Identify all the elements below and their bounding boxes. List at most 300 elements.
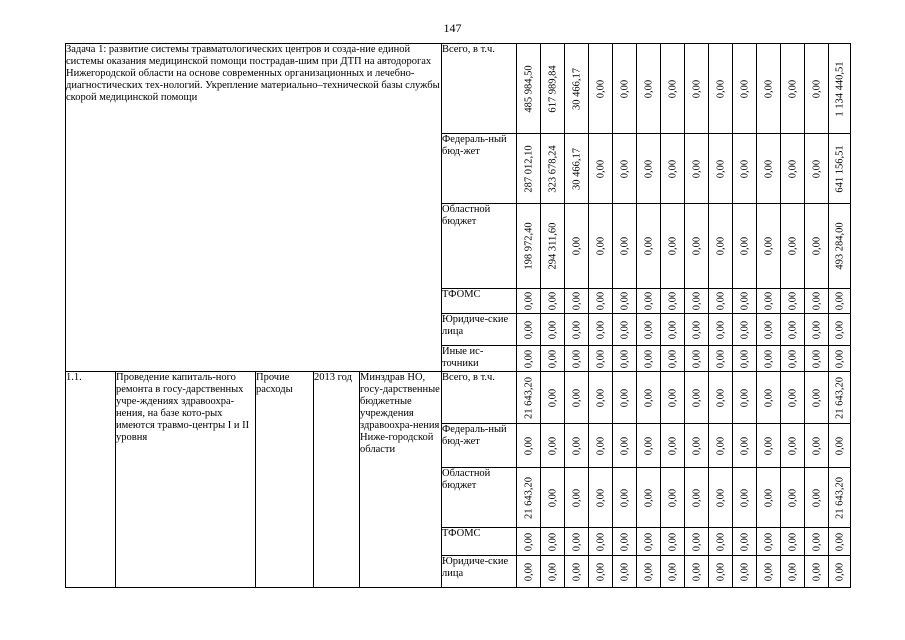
value-text: 0,00 (739, 79, 750, 98)
value-text: 0,00 (811, 320, 822, 339)
value-cell (637, 204, 661, 289)
value-cell (781, 372, 805, 424)
value-cell (637, 372, 661, 424)
value-cell (733, 424, 757, 468)
measure-number: 1.1. (66, 372, 116, 588)
value-cell (709, 346, 733, 372)
value-cell (805, 44, 829, 134)
value-text: 0,00 (763, 291, 774, 311)
value-cell (661, 468, 685, 528)
value-cell (781, 468, 805, 528)
value-text: 0,00 (763, 159, 774, 178)
value-text: 0,00 (811, 236, 822, 256)
value-cell (565, 289, 589, 314)
value-text: 0,00 (667, 388, 678, 407)
value-text: 0,00 (691, 488, 702, 507)
value-cell (517, 314, 541, 346)
value-text: 0,00 (763, 79, 774, 98)
value-cell (661, 289, 685, 314)
value-text: 0,00 (739, 532, 750, 551)
value-text: 0,00 (595, 488, 606, 507)
value-cell (757, 44, 781, 134)
value-cell (661, 528, 685, 556)
value-text: 0,00 (763, 436, 774, 455)
value-cell (589, 204, 613, 289)
value-text: 0,00 (787, 79, 798, 98)
value-text: 294 311,60 (547, 222, 558, 270)
value-cell (685, 134, 709, 204)
value-cell (589, 134, 613, 204)
expense-type: Прочие расходы (256, 372, 314, 588)
value-text: 0,00 (523, 320, 534, 339)
value-text: 0,00 (667, 436, 678, 455)
value-cell (805, 314, 829, 346)
funding-source: Областной бюджет (442, 204, 517, 289)
value-cell (589, 44, 613, 134)
value-text: 323 678,24 (547, 144, 558, 193)
value-cell (541, 44, 565, 134)
value-text: 0,00 (715, 436, 726, 455)
value-cell (613, 44, 637, 134)
value-cell (565, 372, 589, 424)
value-text: 0,00 (691, 562, 702, 581)
value-cell (829, 204, 851, 289)
value-cell (517, 556, 541, 588)
value-cell (781, 314, 805, 346)
value-cell (637, 424, 661, 468)
value-text: 0,00 (834, 436, 845, 455)
value-cell (661, 204, 685, 289)
value-text: 0,00 (643, 291, 654, 311)
value-text: 0,00 (787, 562, 798, 581)
value-cell (589, 528, 613, 556)
value-text: 21 643,20 (523, 476, 534, 519)
value-cell (517, 289, 541, 314)
value-cell (733, 556, 757, 588)
value-cell (685, 556, 709, 588)
value-text: 0,00 (763, 562, 774, 581)
value-cell (541, 424, 565, 468)
value-cell (829, 314, 851, 346)
value-cell (757, 424, 781, 468)
value-text: 0,00 (787, 436, 798, 455)
value-text: 0,00 (811, 291, 822, 311)
value-cell (661, 44, 685, 134)
value-text: 0,00 (571, 291, 582, 311)
value-cell (517, 44, 541, 134)
value-cell (517, 372, 541, 424)
value-text: 0,00 (595, 159, 606, 178)
value-cell (613, 424, 637, 468)
value-text: 0,00 (619, 320, 630, 339)
value-text: 0,00 (643, 349, 654, 368)
value-text: 21 643,20 (834, 376, 845, 419)
value-text: 0,00 (691, 320, 702, 339)
value-text: 1 134 440,51 (834, 60, 845, 117)
value-cell (829, 44, 851, 134)
value-cell (613, 528, 637, 556)
value-cell (517, 134, 541, 204)
value-text: 0,00 (739, 236, 750, 256)
value-text: 0,00 (547, 532, 558, 551)
value-text: 0,00 (643, 79, 654, 98)
value-cell (661, 346, 685, 372)
value-text: 0,00 (571, 488, 582, 507)
value-cell (637, 346, 661, 372)
value-text: 0,00 (811, 488, 822, 507)
value-cell (613, 556, 637, 588)
value-cell (613, 314, 637, 346)
value-text: 0,00 (595, 388, 606, 407)
value-cell (541, 468, 565, 528)
value-cell (829, 468, 851, 528)
value-text: 0,00 (811, 159, 822, 178)
value-cell (709, 134, 733, 204)
funding-source: ТФОМС (442, 289, 517, 314)
value-cell (685, 314, 709, 346)
value-text: 0,00 (595, 349, 606, 368)
value-text: 0,00 (787, 488, 798, 507)
value-cell (709, 424, 733, 468)
value-text: 0,00 (739, 562, 750, 581)
value-text: 0,00 (667, 236, 678, 256)
value-cell (613, 346, 637, 372)
value-text: 0,00 (691, 436, 702, 455)
value-text: 30 466,17 (571, 147, 582, 190)
value-text: 0,00 (571, 532, 582, 551)
value-text: 0,00 (715, 236, 726, 256)
value-text: 0,00 (834, 291, 845, 311)
value-cell (805, 372, 829, 424)
value-text: 0,00 (739, 159, 750, 178)
funding-source: Юридиче-ские лица (442, 314, 517, 346)
value-cell (541, 134, 565, 204)
value-text: 0,00 (595, 236, 606, 256)
value-text: 0,00 (547, 562, 558, 581)
value-text: 0,00 (763, 532, 774, 551)
value-text: 0,00 (691, 159, 702, 178)
value-cell (517, 528, 541, 556)
value-cell (781, 424, 805, 468)
value-cell (517, 346, 541, 372)
value-cell (661, 556, 685, 588)
value-cell (757, 528, 781, 556)
value-cell (733, 44, 757, 134)
value-cell (661, 314, 685, 346)
value-cell (541, 204, 565, 289)
value-cell (757, 372, 781, 424)
value-text: 0,00 (667, 320, 678, 339)
measure-name: Проведение капиталь-ного ремонта в госу-дарственных учре-ждениях здравоохра-нения, на базе кото-рых имеются травмо-центры I и II уровня (116, 372, 256, 588)
value-cell (805, 528, 829, 556)
value-text: 0,00 (547, 388, 558, 407)
value-cell (709, 289, 733, 314)
value-text: 0,00 (523, 562, 534, 581)
value-cell (709, 372, 733, 424)
value-cell (685, 424, 709, 468)
funding-source: Иные ис-точники (442, 346, 517, 372)
value-text: 0,00 (834, 349, 845, 368)
value-text: 0,00 (763, 349, 774, 368)
value-text: 0,00 (643, 159, 654, 178)
value-cell (709, 468, 733, 528)
value-cell (589, 314, 613, 346)
value-text: 0,00 (667, 562, 678, 581)
value-text: 287 012,10 (523, 144, 534, 193)
value-cell (685, 289, 709, 314)
value-cell (565, 204, 589, 289)
value-cell (781, 134, 805, 204)
value-cell (733, 468, 757, 528)
value-cell (757, 134, 781, 204)
value-text: 0,00 (595, 291, 606, 311)
value-cell (565, 134, 589, 204)
value-cell (709, 314, 733, 346)
value-cell (613, 204, 637, 289)
value-text: 641 156,51 (834, 144, 845, 193)
value-text: 0,00 (547, 291, 558, 311)
value-cell (637, 44, 661, 134)
value-text: 0,00 (547, 488, 558, 507)
value-text: 0,00 (715, 532, 726, 551)
value-text: 0,00 (763, 488, 774, 507)
value-text: 0,00 (619, 291, 630, 311)
value-text: 493 284,00 (834, 222, 845, 270)
value-cell (805, 424, 829, 468)
value-cell (565, 346, 589, 372)
value-text: 0,00 (811, 436, 822, 455)
value-cell (709, 528, 733, 556)
value-text: 0,00 (787, 320, 798, 339)
value-text: 0,00 (691, 291, 702, 311)
value-text: 0,00 (643, 388, 654, 407)
value-text: 0,00 (739, 291, 750, 311)
value-cell (829, 556, 851, 588)
value-text: 0,00 (811, 388, 822, 407)
value-text: 0,00 (691, 388, 702, 407)
value-cell (589, 346, 613, 372)
value-cell (757, 314, 781, 346)
value-text: 0,00 (763, 320, 774, 339)
value-text: 0,00 (787, 388, 798, 407)
value-cell (565, 468, 589, 528)
value-text: 0,00 (571, 388, 582, 407)
value-cell (733, 204, 757, 289)
value-cell (781, 556, 805, 588)
value-text: 21 643,20 (834, 476, 845, 519)
value-cell (565, 528, 589, 556)
value-text: 0,00 (739, 320, 750, 339)
value-cell (805, 468, 829, 528)
value-text: 0,00 (643, 320, 654, 339)
table-row (66, 372, 851, 424)
value-text: 0,00 (619, 388, 630, 407)
funding-source: Федераль-ный бюд-жет (442, 134, 517, 204)
value-text: 0,00 (523, 532, 534, 551)
value-cell (589, 424, 613, 468)
value-cell (565, 314, 589, 346)
value-text: 30 466,17 (571, 67, 582, 110)
value-cell (613, 372, 637, 424)
value-cell (685, 44, 709, 134)
value-text: 0,00 (787, 236, 798, 256)
value-cell (733, 314, 757, 346)
value-cell (781, 528, 805, 556)
value-text: 0,00 (763, 388, 774, 407)
value-text: 0,00 (547, 320, 558, 339)
value-cell (613, 468, 637, 528)
value-cell (661, 134, 685, 204)
value-cell (541, 314, 565, 346)
value-cell (589, 372, 613, 424)
value-cell (613, 134, 637, 204)
value-text: 0,00 (811, 532, 822, 551)
value-cell (805, 346, 829, 372)
value-cell (805, 204, 829, 289)
value-text: 0,00 (834, 562, 845, 581)
value-cell (541, 528, 565, 556)
value-cell (685, 346, 709, 372)
value-text: 0,00 (619, 349, 630, 368)
value-text: 0,00 (763, 236, 774, 256)
value-cell (757, 289, 781, 314)
value-text: 0,00 (715, 388, 726, 407)
value-text: 0,00 (667, 532, 678, 551)
value-text: 0,00 (643, 236, 654, 256)
value-cell (757, 346, 781, 372)
value-text: 0,00 (667, 291, 678, 311)
value-cell (805, 134, 829, 204)
funding-source: Всего, в т.ч. (442, 44, 517, 134)
value-cell (637, 468, 661, 528)
value-cell (829, 289, 851, 314)
value-text: 0,00 (691, 79, 702, 98)
value-text: 0,00 (619, 79, 630, 98)
value-text: 0,00 (787, 291, 798, 311)
value-cell (733, 134, 757, 204)
task-description: Задача 1: развитие системы травматологических центров и созда-ние единой системы оказания медицинской помощи пострадав-шим при ДТП на автодорогах Нижегородской области на основе современных организационных и лечебно-диагностических тех-нологий. Укрепление материально–технической базы службы скорой медицинской помощи (66, 44, 442, 372)
value-text: 0,00 (667, 488, 678, 507)
value-text: 0,00 (571, 436, 582, 455)
value-text: 0,00 (595, 320, 606, 339)
value-text: 0,00 (643, 488, 654, 507)
value-cell (685, 204, 709, 289)
value-cell (757, 468, 781, 528)
value-cell (781, 204, 805, 289)
value-cell (589, 468, 613, 528)
value-text: 0,00 (643, 436, 654, 455)
value-text: 0,00 (571, 562, 582, 581)
table-row (66, 44, 851, 134)
value-text: 0,00 (547, 349, 558, 368)
value-cell (733, 289, 757, 314)
value-text: 0,00 (619, 562, 630, 581)
value-cell (517, 204, 541, 289)
value-cell (637, 556, 661, 588)
value-text: 0,00 (715, 562, 726, 581)
value-text: 0,00 (571, 320, 582, 339)
value-text: 0,00 (739, 388, 750, 407)
value-text: 0,00 (595, 79, 606, 98)
value-cell (733, 372, 757, 424)
value-text: 0,00 (595, 436, 606, 455)
value-cell (829, 372, 851, 424)
value-cell (829, 134, 851, 204)
value-cell (781, 346, 805, 372)
value-cell (517, 424, 541, 468)
value-cell (709, 556, 733, 588)
value-text: 0,00 (619, 236, 630, 256)
measure-executor: Минздрав НО, госу-дарственные бюджетные учреждения здравоохра-нения Ниже-городской области (360, 372, 442, 588)
value-text: 0,00 (834, 532, 845, 551)
value-cell (565, 556, 589, 588)
funding-source: Всего, в т.ч. (442, 372, 517, 424)
funding-source: Федераль-ный бюд-жет (442, 424, 517, 468)
value-text: 21 643,20 (523, 376, 534, 419)
value-text: 485 984,50 (523, 64, 534, 113)
value-text: 0,00 (619, 488, 630, 507)
value-text: 0,00 (691, 236, 702, 256)
value-text: 0,00 (715, 349, 726, 368)
value-text: 0,00 (667, 349, 678, 368)
value-cell (565, 424, 589, 468)
measure-year: 2013 год (314, 372, 360, 588)
value-text: 0,00 (715, 291, 726, 311)
value-text: 0,00 (834, 320, 845, 339)
value-text: 0,00 (715, 320, 726, 339)
value-cell (709, 44, 733, 134)
value-text: 0,00 (595, 532, 606, 551)
value-cell (637, 528, 661, 556)
value-cell (733, 346, 757, 372)
page-number: 147 (443, 21, 462, 35)
value-text: 0,00 (811, 562, 822, 581)
value-text: 0,00 (739, 349, 750, 368)
value-text: 0,00 (619, 532, 630, 551)
value-text: 0,00 (787, 159, 798, 178)
value-cell (805, 556, 829, 588)
value-text: 0,00 (739, 436, 750, 455)
value-cell (637, 289, 661, 314)
value-cell (517, 468, 541, 528)
value-text: 0,00 (787, 532, 798, 551)
budget-table (65, 43, 851, 588)
value-cell (685, 468, 709, 528)
value-text: 0,00 (811, 349, 822, 368)
value-text: 0,00 (715, 159, 726, 178)
value-cell (565, 44, 589, 134)
value-cell (781, 289, 805, 314)
value-cell (589, 556, 613, 588)
value-cell (661, 372, 685, 424)
value-text: 0,00 (571, 236, 582, 256)
value-cell (781, 44, 805, 134)
funding-source: Областной бюджет (442, 468, 517, 528)
value-cell (757, 556, 781, 588)
value-cell (757, 204, 781, 289)
value-text: 0,00 (523, 436, 534, 455)
value-text: 0,00 (595, 562, 606, 581)
value-text: 0,00 (691, 532, 702, 551)
value-text: 0,00 (571, 349, 582, 368)
value-text: 0,00 (619, 436, 630, 455)
value-cell (829, 346, 851, 372)
value-cell (541, 346, 565, 372)
value-cell (829, 424, 851, 468)
value-cell (685, 528, 709, 556)
value-cell (733, 528, 757, 556)
value-cell (805, 289, 829, 314)
